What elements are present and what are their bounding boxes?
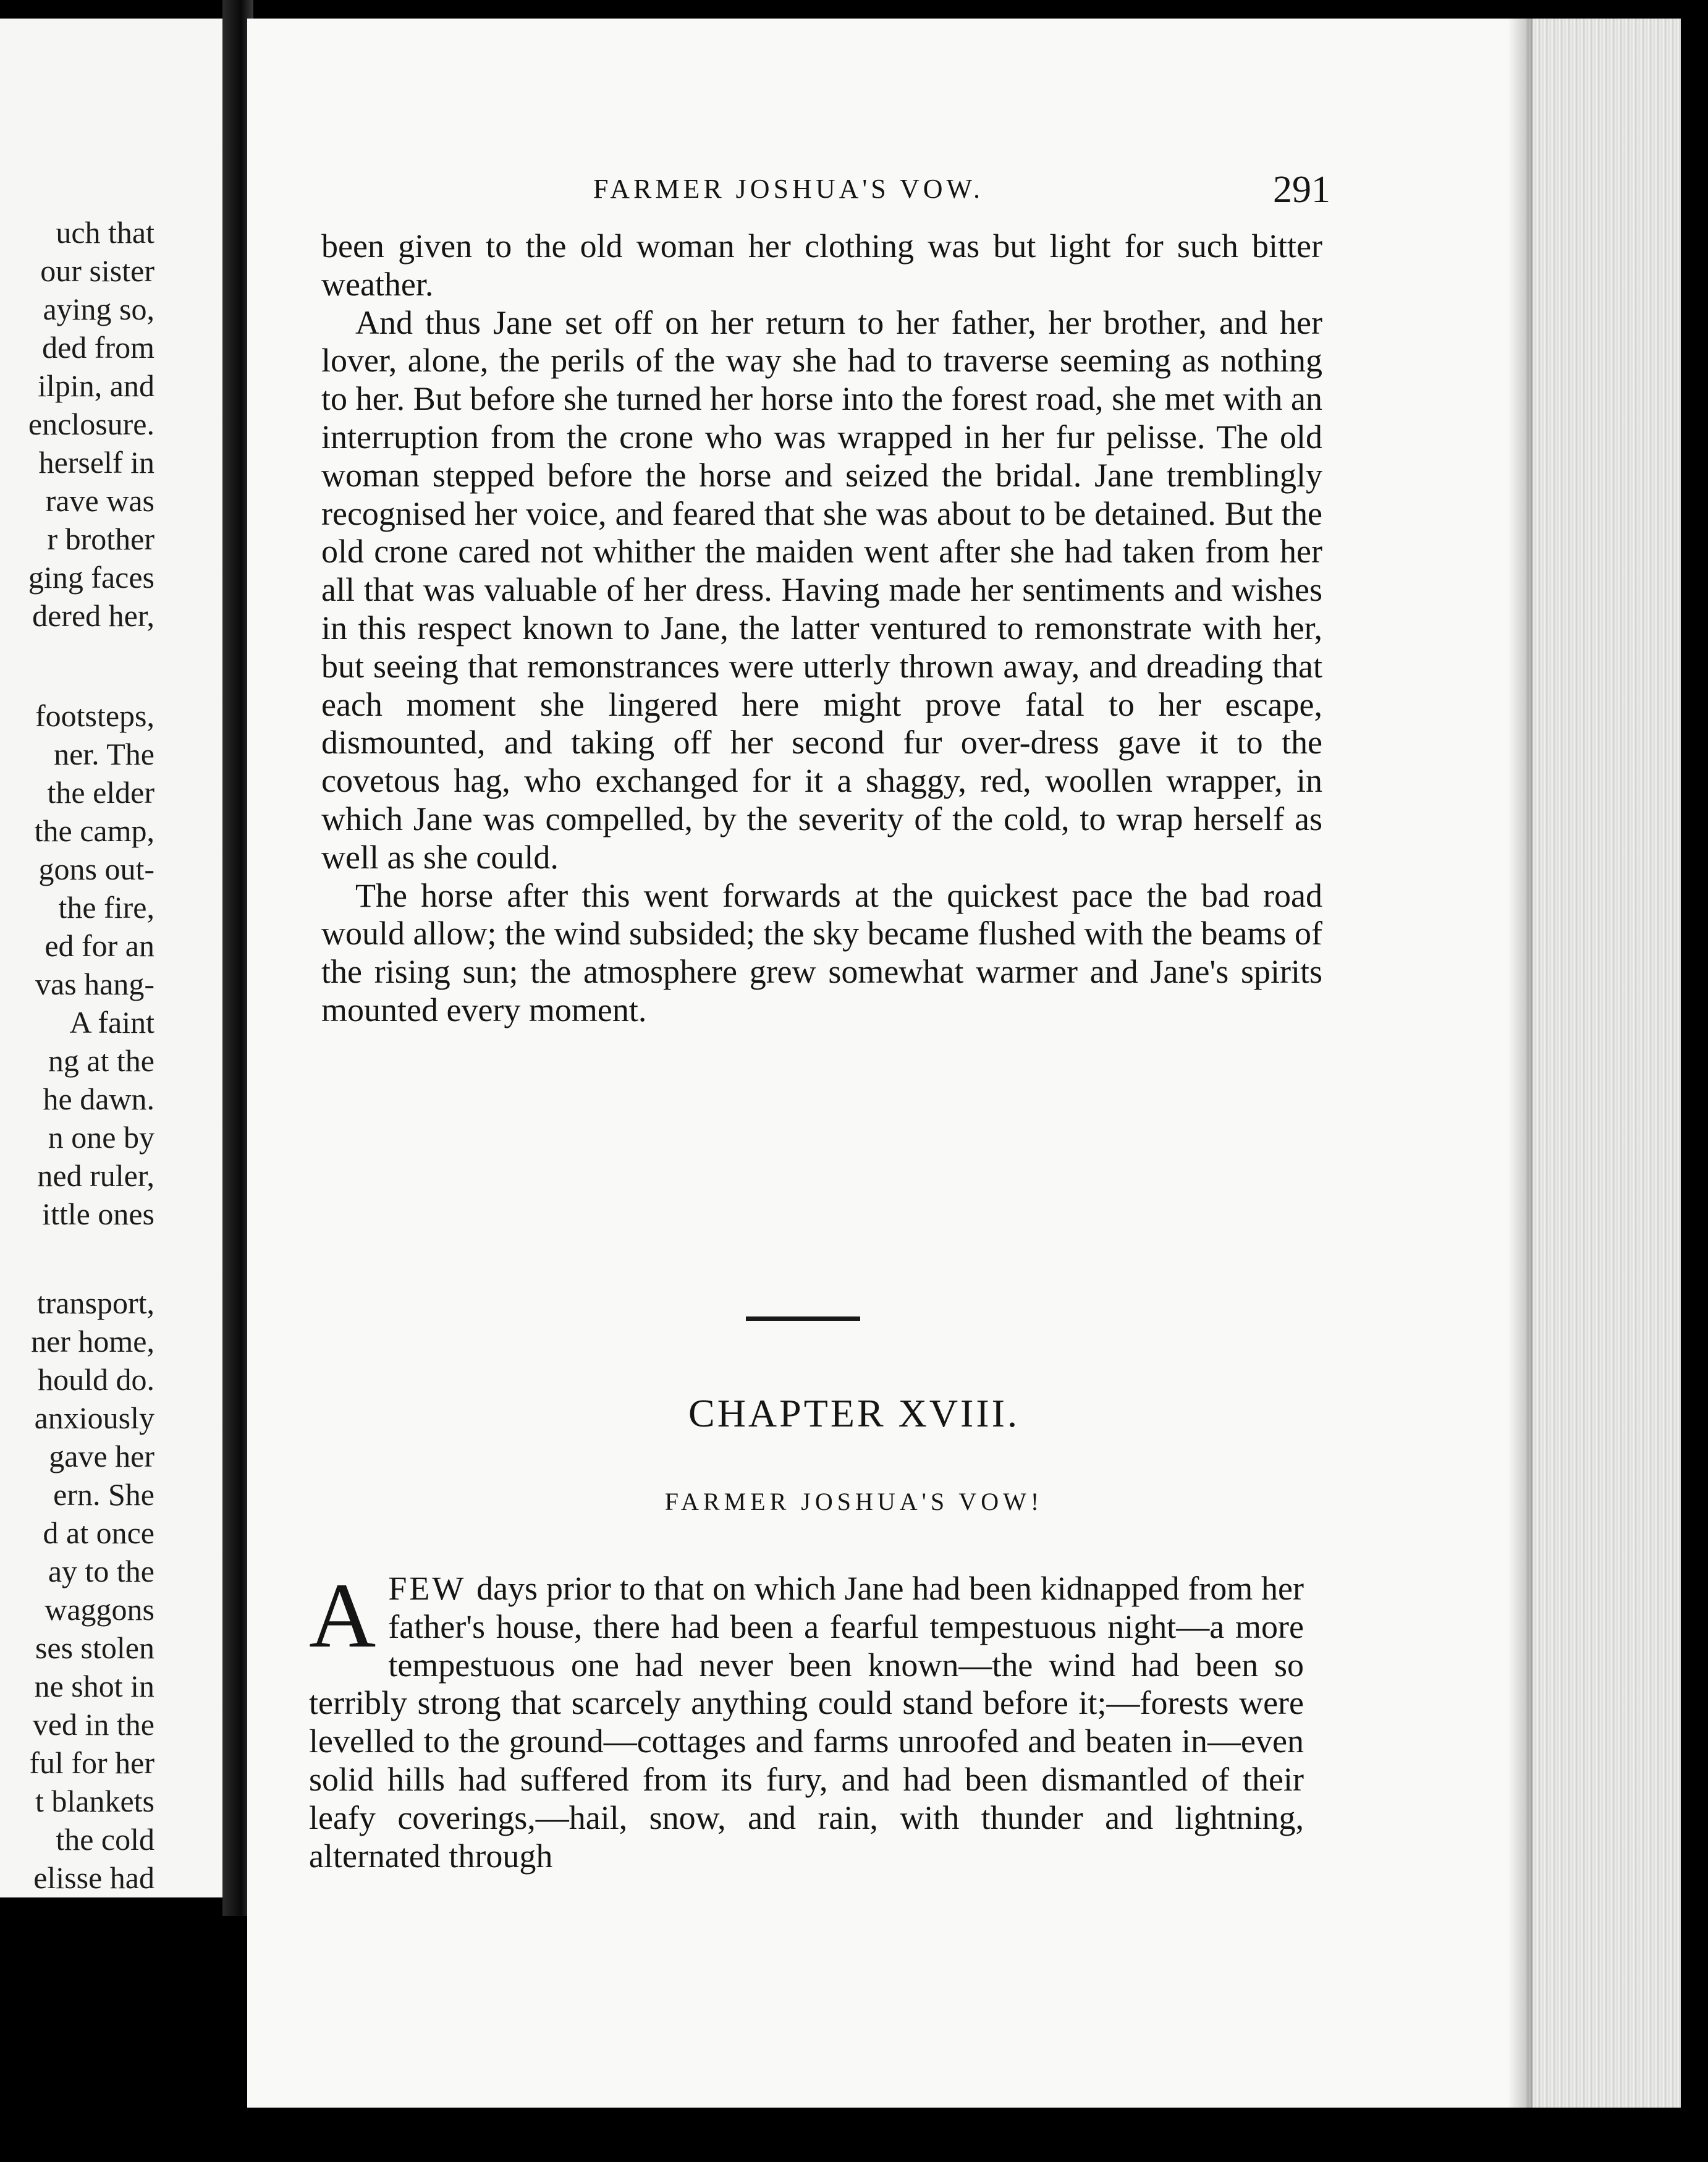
left-page-text-fragment: t blankets <box>35 1784 154 1818</box>
page-number: 291 <box>1273 169 1330 211</box>
left-page-text-fragment: gave her <box>49 1439 154 1473</box>
left-page-text-fragment: ng at the <box>48 1043 154 1078</box>
paragraph: been given to the old woman her clothing was but light for such bitter weather. <box>321 227 1322 303</box>
page-edges <box>1526 19 1681 2108</box>
left-page-text-fragment: ner. The <box>54 737 154 771</box>
left-page-text-fragment: transport, <box>36 1286 154 1320</box>
left-page-text-fragment: r brother <box>47 522 154 556</box>
left-page-text-fragment: ging faces <box>28 560 154 595</box>
left-page-text-fragment: anxiously <box>34 1401 154 1435</box>
left-page-text-fragment: dered her, <box>32 598 154 633</box>
left-page-text-fragment: enclosure. <box>28 407 154 441</box>
left-page-text-fragment: hould do. <box>38 1362 154 1397</box>
left-page-text-fragment: gons out- <box>38 852 154 886</box>
left-page-text-fragment: he dawn. <box>43 1082 154 1116</box>
section-divider-rule <box>746 1316 860 1321</box>
left-page-text-fragment: footsteps, <box>35 698 154 733</box>
page-edge-shadow <box>1508 19 1533 2108</box>
left-page-text-fragment: A faint <box>69 1005 154 1040</box>
left-page-text-fragment: ern. She <box>53 1477 154 1512</box>
left-page-text-fragment: waggons <box>44 1592 154 1627</box>
left-page-text-fragment: the cold <box>56 1822 154 1857</box>
left-page-text-fragment: vas hang- <box>35 967 154 1001</box>
chapter-body <box>309 1564 1304 1875</box>
running-header: FARMER JOSHUA'S VOW. <box>593 174 984 204</box>
left-page-text-fragment: ner home, <box>31 1324 154 1359</box>
left-page-text-fragment: aying so, <box>43 292 154 326</box>
left-page-text-fragment: the fire, <box>58 890 154 925</box>
left-page-text-fragment: uch that <box>56 215 154 250</box>
left-page-text-fragment: herself in <box>38 445 154 480</box>
left-page-text-fragment: elisse had <box>33 1860 154 1895</box>
left-page-text-fragment: rave was <box>45 483 154 518</box>
chapter-subtitle: FARMER JOSHUA'S VOW! <box>664 1488 1044 1516</box>
chapter-title: CHAPTER XVIII. <box>688 1391 1020 1435</box>
left-page-text-fragment: ed for an <box>44 928 154 963</box>
previous-page-strip <box>0 19 222 1897</box>
chapter-opening-text: days prior to that on which Jane had been kidnapped from her father's house, there had been a fearful tempestuous night—a more tempestuous one had never been known—the wind had been so terribly strong that scarcely anything could stand before it;—forests were levelled to the ground—cottages and farms unroofed and beaten in—even solid hills had suffered from its fury, and had been dismantled of their leafy coverings,—hail, snow, and rain, with thunder and lightning, alternated through <box>309 1570 1304 1875</box>
drop-cap: A <box>309 1564 376 1667</box>
left-page-text-fragment: ved in the <box>32 1707 154 1742</box>
left-page-text-fragment: d at once <box>43 1516 154 1550</box>
left-page-text-fragment: ful for her <box>29 1745 154 1780</box>
continued-text <box>321 227 1322 1030</box>
chapter-first-words: FEW <box>388 1570 477 1607</box>
left-page-text-fragment: ded from <box>42 330 154 365</box>
left-page-text-fragment: our sister <box>40 253 154 288</box>
paragraph: The horse after this went forwards at the quickest pace the bad road would allow; the wind subsided; the sky became flushed with the beams of the rising sun; the atmosphere grew somewhat warmer and Jane's spirits mounted every moment. <box>321 876 1322 1028</box>
left-page-text-fragment: ilpin, and <box>38 368 154 403</box>
left-page-text-fragment: the elder <box>47 775 154 810</box>
left-page-text-fragment: ne shot in <box>34 1669 154 1703</box>
left-page-text-fragment: n one by <box>48 1120 154 1155</box>
left-page-text-fragment: ses stolen <box>35 1630 154 1665</box>
left-page-text-fragment: ned ruler, <box>37 1158 154 1193</box>
left-page-text-fragment: ittle ones <box>42 1197 154 1231</box>
left-page-text-fragment: ay to the <box>48 1554 154 1588</box>
left-page-text-fragment: the camp, <box>34 813 154 848</box>
paragraph: And thus Jane set off on her return to her father, her brother, and her lover, alone, the perils of the way she had to traverse seeming as nothing to her. But before she turned her horse into the forest road, she met with an interruption from the crone who was wrapped in her fur pelisse. The old woman stepped before the horse and seized the bridal. Jane tremblingly recognised her voice, and feared that she was about to be detained. But the old crone cared not whither the maiden went after she had taken from her all that was valuable of her dress. Having made her sentiments and wishes in this respect known to Jane, the latter ventured to remonstrate with her, but seeing that remonstrances were utterly thrown away, and dreading that each moment she lingered here might prove fatal to her escape, dismounted, and taking off her second fur over-dress gave it to the covetous hag, who exchanged for it a shaggy, red, woollen wrapper, in which Jane was compelled, by the severity of the cold, to wrap herself as well as she could. <box>321 303 1322 876</box>
